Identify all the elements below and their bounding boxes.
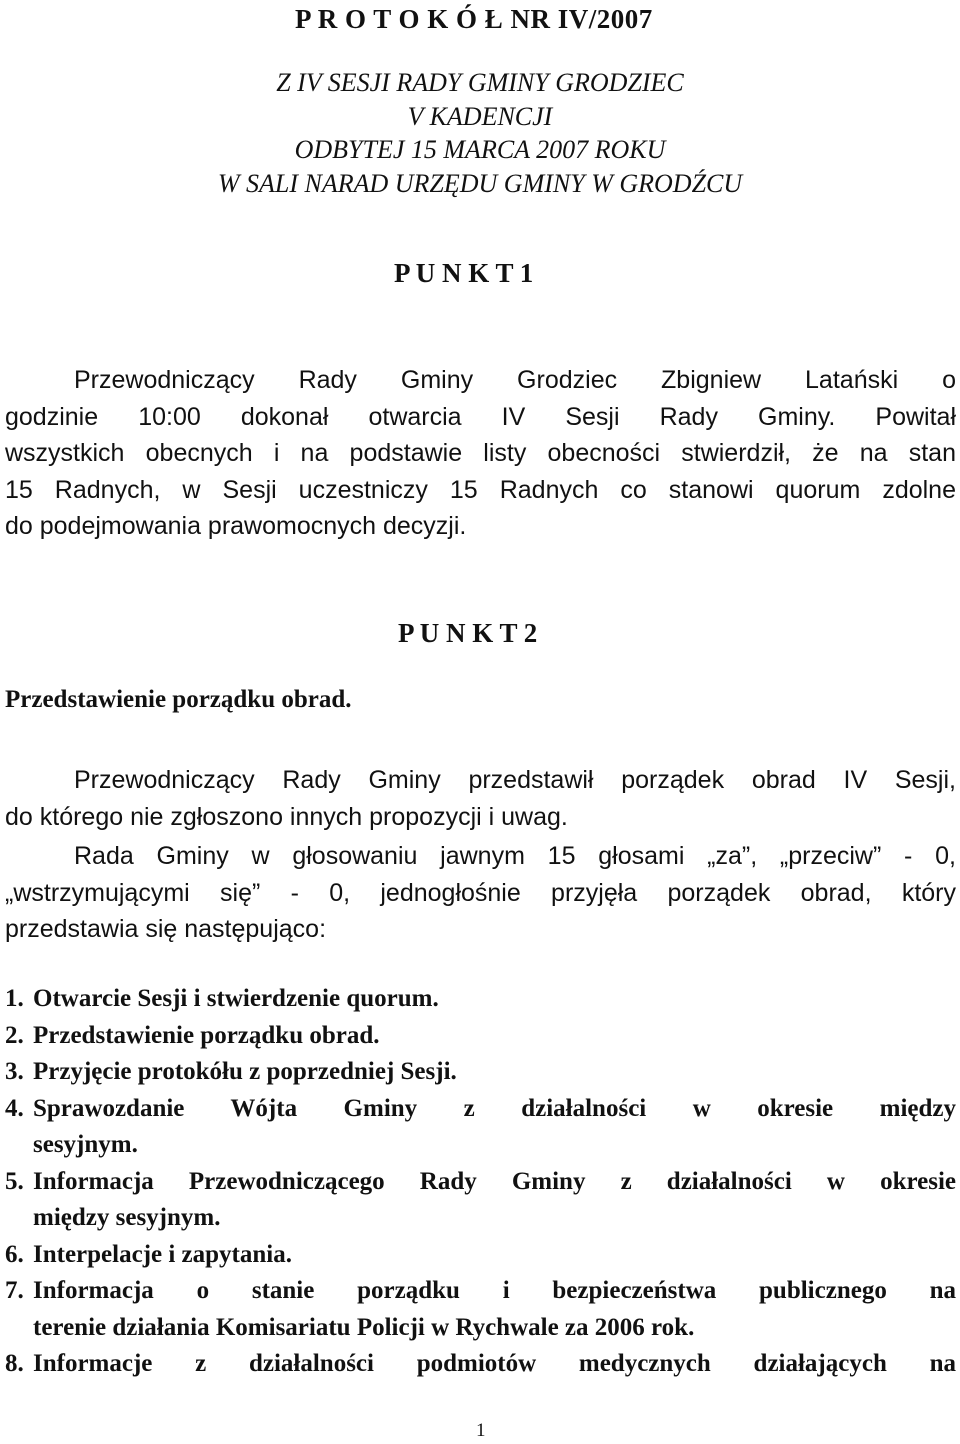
paragraph-line: „wstrzymującymi się” - 0, jednogłośnie przyjęła porządek obrad, który [5, 878, 956, 907]
agenda-item-text: Przedstawienie porządku obrad. [33, 1021, 380, 1049]
punkt-1-heading: P U N K T 1 [394, 258, 534, 288]
agenda-item [5, 1273, 956, 1346]
paragraph-line: wszystkich obecnych i na podstawie listy obecności stwierdził, że na stan [5, 439, 956, 467]
paragraph-line: do którego nie zgłoszono innych propozycji i uwag. [5, 802, 568, 831]
document-title: P R O T O K Ó Ł NR IV/2007 [295, 4, 653, 34]
agenda-list [5, 981, 956, 1383]
agenda-item [5, 1091, 956, 1164]
agenda-item-text: Otwarcie Sesji i stwierdzenie quorum. [33, 985, 439, 1012]
subtitle-line: Z IV SESJI RADY GMINY GRODZIEC [276, 68, 684, 97]
subtitle-line: ODBYTEJ 15 MARCA 2007 ROKU [294, 135, 666, 164]
agenda-item-number: 6. [5, 1240, 24, 1268]
punkt-2-subheading: Przedstawienie porządku obrad. [5, 686, 352, 713]
agenda-item-number: 4. [5, 1094, 24, 1122]
paragraph-line: godzinie 10:00 dokonał otwarcia IV Sesji Rady Gminy. Powitał [5, 402, 956, 431]
agenda-item-number: 2. [5, 1021, 24, 1049]
agenda-item-number: 3. [5, 1058, 24, 1085]
agenda-item-text: Sprawozdanie Wójta Gminy z działalności w okresie między [33, 1094, 956, 1122]
agenda-item-number: 8. [5, 1350, 24, 1377]
punkt-1-paragraph [5, 362, 956, 545]
subtitle-line: W SALI NARAD URZĘDU GMINY W GRODŹCU [217, 168, 743, 198]
subtitle-line: V KADENCJI [407, 101, 553, 131]
agenda-item-number: 1. [5, 985, 24, 1012]
agenda-item-number: 7. [5, 1277, 24, 1304]
agenda-item-text: Interpelacje i zapytania. [33, 1240, 292, 1268]
agenda-item-text: Przyjęcie protokółu z poprzedniej Sesji. [33, 1058, 457, 1085]
paragraph-line: do podejmowania prawomocnych decyzji. [5, 512, 467, 540]
agenda-item [5, 1164, 956, 1237]
agenda-item-number: 5. [5, 1167, 24, 1195]
punkt-2-paragraph-2 [5, 838, 956, 948]
agenda-item [5, 1054, 956, 1091]
agenda-item [5, 1237, 956, 1274]
agenda-item-text: terenie działania Komisariatu Policji w Rychwale za 2006 rok. [33, 1313, 695, 1341]
agenda-item [5, 1018, 956, 1055]
agenda-item-text: między sesyjnym. [33, 1204, 221, 1231]
agenda-item [5, 1346, 956, 1383]
punkt-2-paragraph-1 [5, 762, 956, 835]
agenda-item-text: Informacje z działalności podmiotów medycznych działających na [33, 1350, 956, 1377]
agenda-item-text: sesyjnym. [33, 1131, 138, 1158]
agenda-item-text: Informacja Przewodniczącego Rady Gminy z działalności w okresie [33, 1167, 956, 1195]
document-subtitle [0, 66, 960, 200]
paragraph-line: Przewodniczący Rady Gminy Grodziec Zbigniew Latański o [74, 366, 956, 394]
paragraph-line: 15 Radnych, w Sesji uczestniczy 15 Radnych co stanowi quorum zdolne [5, 475, 956, 504]
agenda-item [5, 981, 956, 1018]
agenda-item-text: Informacja o stanie porządku i bezpieczeństwa publicznego na [33, 1277, 956, 1304]
paragraph-line: Rada Gminy w głosowaniu jawnym 15 głosami „za”, „przeciw” - 0, [74, 842, 956, 870]
paragraph-line: Przewodniczący Rady Gminy przedstawił porządek obrad IV Sesji, [74, 766, 956, 794]
punkt-2-heading: P U N K T 2 [398, 618, 538, 648]
paragraph-line: przedstawia się następująco: [5, 915, 327, 943]
page-number: 1 [476, 1420, 486, 1441]
